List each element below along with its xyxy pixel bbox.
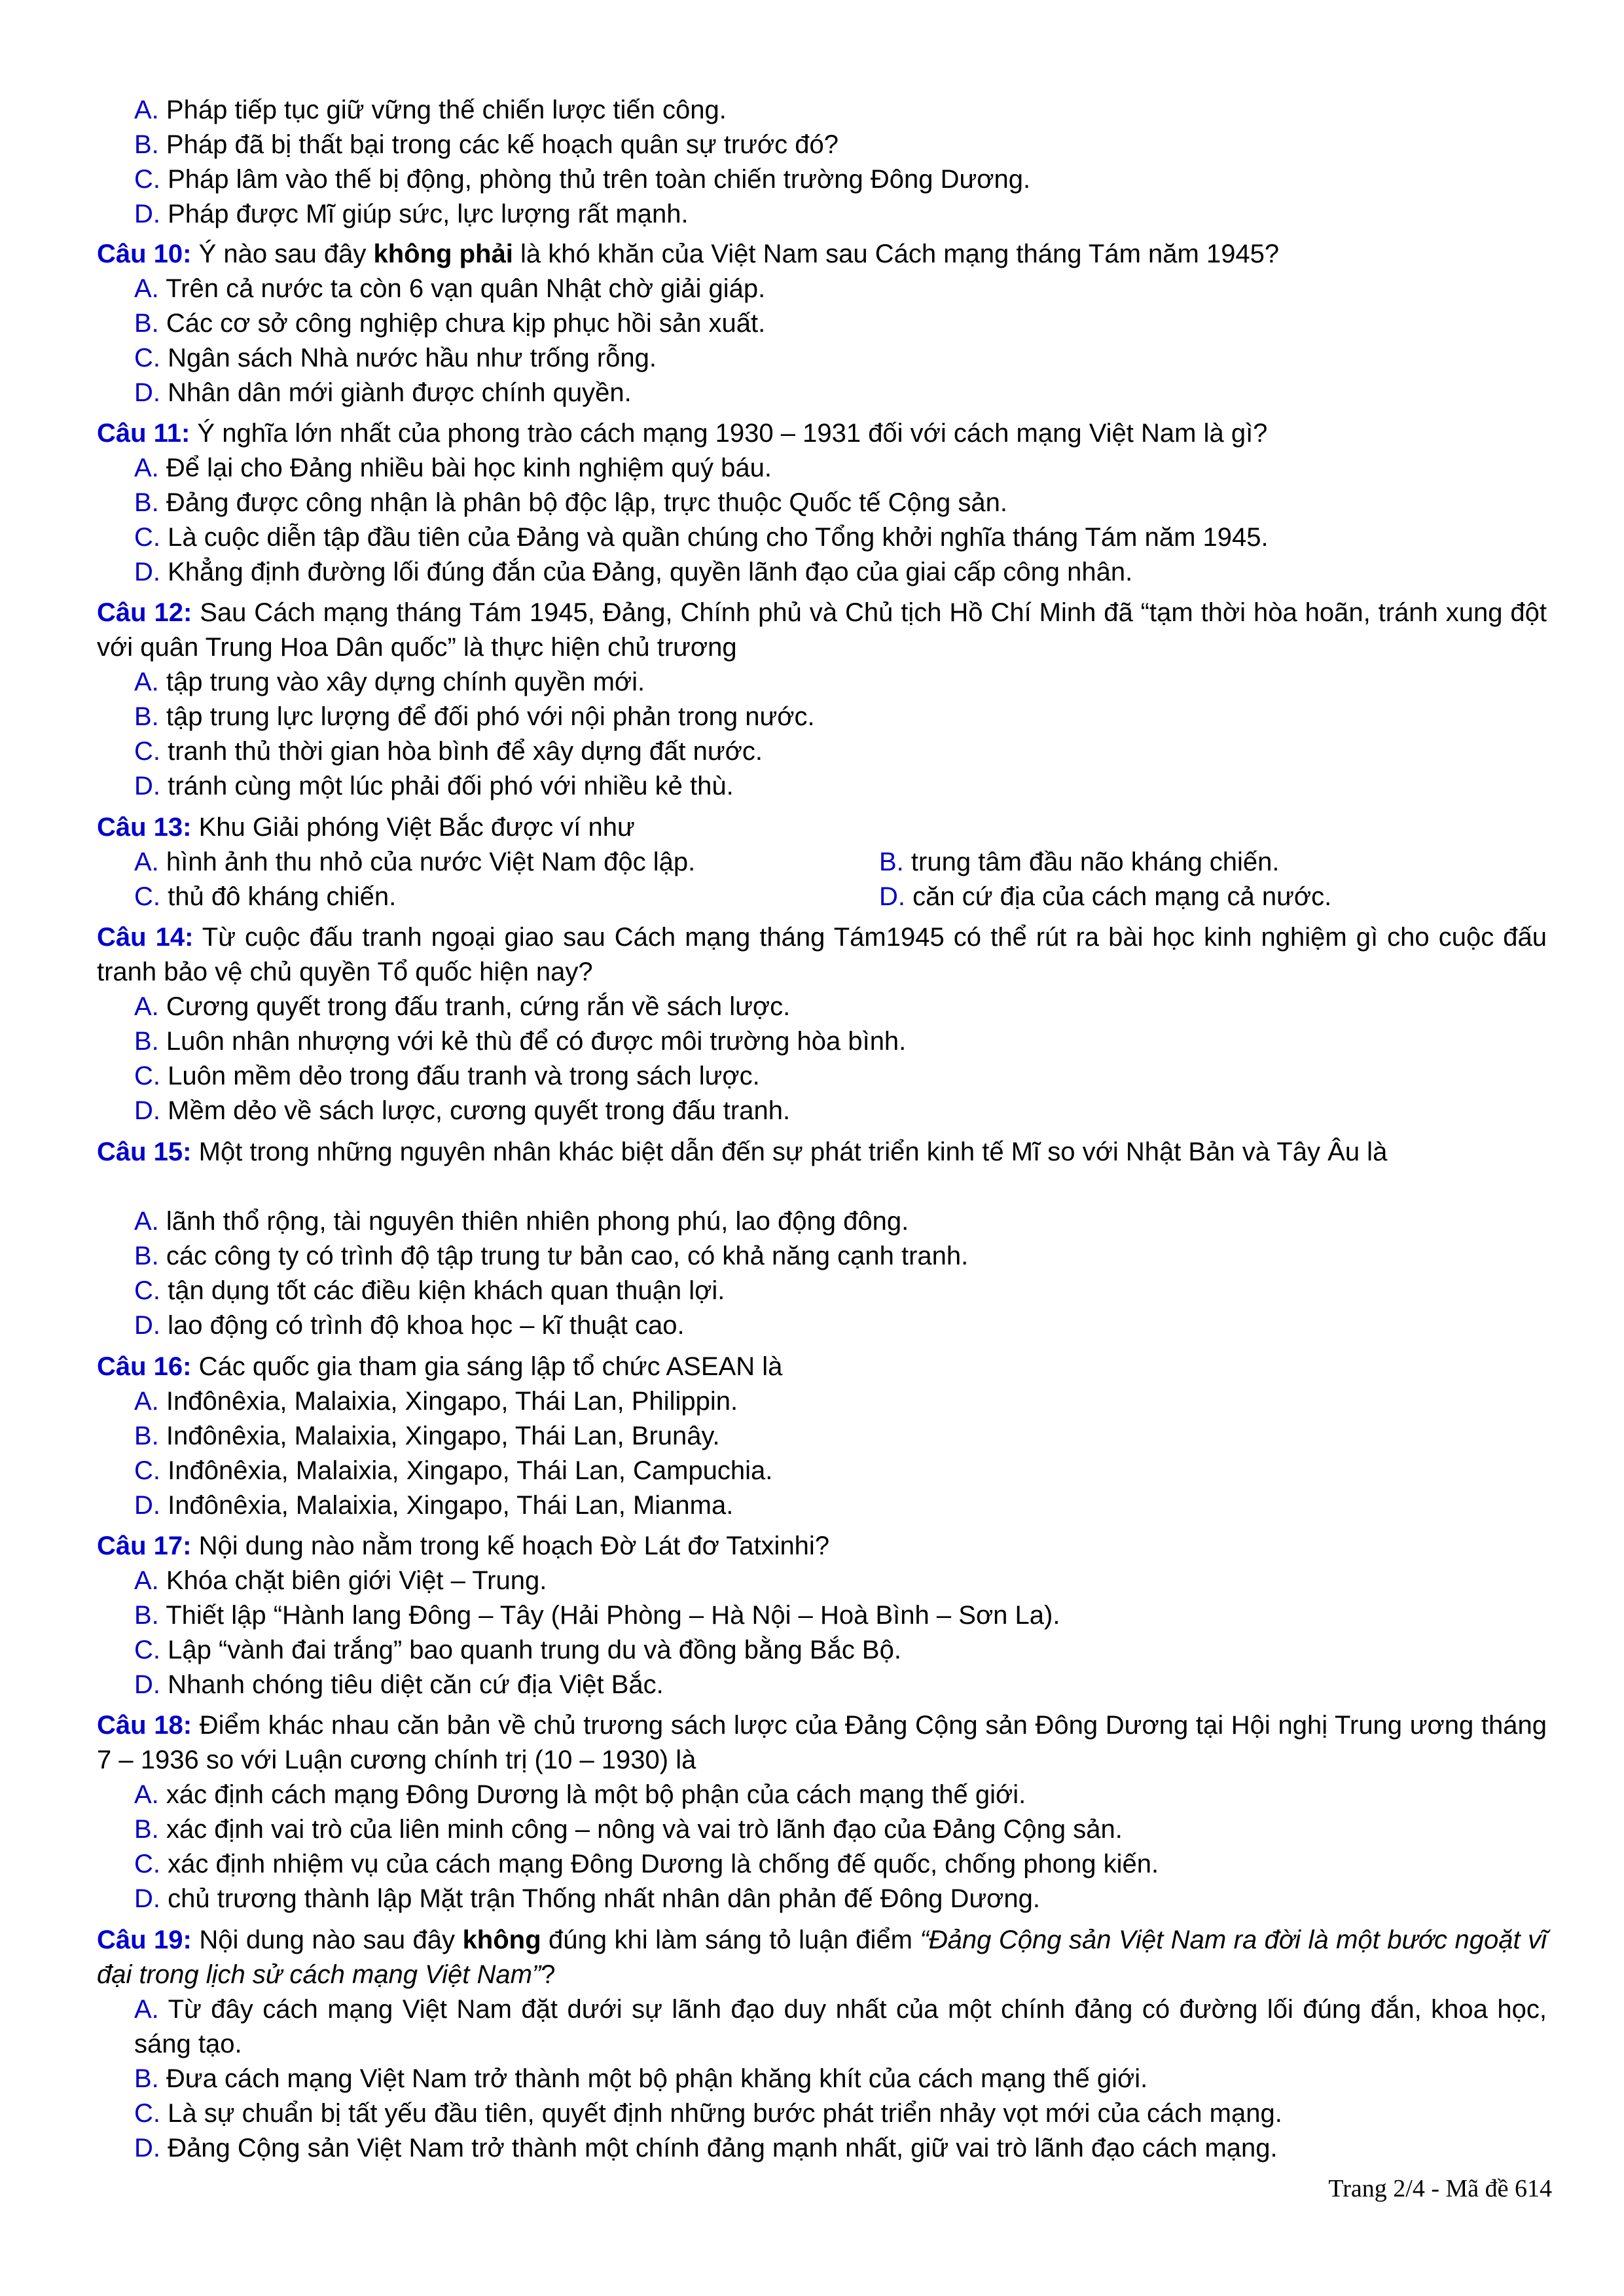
option-label: A.	[134, 1995, 159, 2024]
option-label: C.	[134, 882, 160, 911]
q18-option-b	[134, 1812, 1123, 1846]
q17-option-d	[134, 1668, 664, 1702]
option-label: D.	[879, 882, 905, 911]
q10-option-b	[134, 306, 765, 340]
q19-option-b	[134, 2062, 1147, 2096]
option-label: B.	[134, 1601, 159, 1630]
option-label: C.	[134, 1276, 160, 1305]
option-label: A.	[134, 1387, 159, 1416]
option-text: hình ảnh thu nhỏ của nước Việt Nam độc lập.	[166, 848, 696, 876]
option-text: Đưa cách mạng Việt Nam trở thành một bộ phận khăng khít của cách mạng thế giới.	[166, 2064, 1148, 2093]
option-text: Đảng được công nhận là phân bộ độc lập, trực thuộc Quốc tế Cộng sản.	[166, 488, 1007, 517]
q12-option-c	[134, 734, 763, 768]
q10-stem	[97, 237, 1547, 272]
q12-option-a	[134, 665, 645, 699]
option-text: Là cuộc diễn tập đầu tiên của Đảng và quần chúng cho Tổng khởi nghĩa tháng Tám năm 1945.	[168, 523, 1269, 552]
option-label: A.	[134, 454, 159, 482]
option-text: Nhanh chóng tiêu diệt căn cứ địa Việt Bắc.	[168, 1670, 664, 1699]
option-text: Inđônêxia, Malaixia, Xingapo, Thái Lan, Campuchia.	[168, 1456, 773, 1485]
option-text: Cương quyết trong đấu tranh, cứng rắn về sách lược.	[166, 992, 791, 1021]
question-text: Sau Cách mạng tháng Tám 1945, Đảng, Chính phủ và Chủ tịch Hồ Chí Minh đã “tạm thời hòa hoãn, tránh xung đột với quân Trung Hoa Dân quốc” là thực hiện chủ trương	[97, 598, 1547, 662]
option-label: C.	[134, 2099, 160, 2128]
option-label: B.	[134, 702, 159, 731]
q16-stem	[97, 1350, 1547, 1384]
option-text: trung tâm đầu não kháng chiến.	[911, 848, 1280, 876]
question-label: Câu 10:	[97, 240, 192, 268]
question-text: ?	[541, 1960, 556, 1989]
q11-option-d	[134, 555, 1132, 589]
question-text: Nội dung nào sau đây	[199, 1926, 456, 1954]
option-text: tập trung lực lượng để đối phó với nội phản trong nước.	[166, 702, 815, 731]
option-text: tránh cùng một lúc phải đối phó với nhiều kẻ thù.	[168, 772, 734, 800]
q11-option-b	[134, 486, 1007, 520]
q15-stem	[97, 1135, 1547, 1170]
q18-stem	[97, 1708, 1547, 1778]
q16-option-d	[134, 1488, 733, 1522]
option-label: C.	[134, 1636, 160, 1664]
q10-option-d	[134, 376, 632, 410]
option-text: Đảng Cộng sản Việt Nam trở thành một chính đảng mạnh nhất, giữ vai trò lãnh đạo cách mạng.	[168, 2134, 1278, 2162]
q14-option-a	[134, 990, 790, 1024]
option-text: tận dụng tốt các điều kiện khách quan thuận lợi.	[168, 1276, 725, 1305]
question-text: Các quốc gia tham gia sáng lập tổ chức ASEAN là	[198, 1352, 783, 1381]
q18-option-c	[134, 1847, 1159, 1881]
option-label: A.	[134, 1566, 159, 1595]
option-text: Pháp tiếp tục giữ vững thế chiến lược tiến công.	[166, 96, 727, 124]
q14-option-b	[134, 1024, 906, 1058]
option-text: xác định cách mạng Đông Dương là một bộ phận của cách mạng thế giới.	[166, 1780, 1026, 1809]
option-label: A.	[134, 274, 159, 303]
option-label: A.	[134, 1207, 159, 1236]
option-label: B.	[134, 488, 159, 517]
q10-option-c	[134, 341, 657, 375]
q18-option-a	[134, 1778, 1026, 1812]
option-text: Nhân dân mới giành được chính quyền.	[168, 378, 632, 407]
option-label: B.	[879, 848, 904, 876]
option-text: Thiết lập “Hành lang Đông – Tây (Hải Phòng – Hà Nội – Hoà Bình – Sơn La).	[166, 1601, 1060, 1630]
question-label: Câu 15:	[97, 1138, 192, 1166]
question-emphasis: không	[462, 1926, 541, 1954]
q13-stem	[97, 810, 1547, 845]
option-label: C.	[134, 737, 160, 766]
option-label: C.	[134, 1850, 160, 1878]
question-text: Khu Giải phóng Việt Bắc được ví như	[198, 813, 635, 842]
question-label: Câu 14:	[97, 923, 194, 952]
q17-option-a	[134, 1564, 547, 1598]
option-text: thủ đô kháng chiến.	[168, 882, 397, 911]
option-text: Để lại cho Đảng nhiều bài học kinh nghiệm quý báu.	[166, 454, 772, 482]
option-label: B.	[134, 1027, 159, 1056]
option-label: B.	[134, 130, 159, 159]
option-label: D.	[134, 1884, 160, 1913]
q16-option-b	[134, 1419, 720, 1453]
q17-option-b	[134, 1598, 1060, 1632]
option-text: Ngân sách Nhà nước hầu như trống rỗng.	[168, 344, 657, 372]
question-label: Câu 12:	[97, 598, 192, 627]
q19-option-a	[134, 1992, 1547, 2062]
option-label: D.	[134, 378, 160, 407]
option-text: xác định vai trò của liên minh công – nông và vai trò lãnh đạo của Đảng Cộng sản.	[166, 1815, 1123, 1844]
option-label: D.	[134, 1096, 160, 1125]
option-text: Các cơ sở công nghiệp chưa kịp phục hồi sản xuất.	[166, 309, 766, 338]
option-label: D.	[134, 1670, 160, 1699]
option-label: D.	[134, 772, 160, 800]
q15-option-c	[134, 1274, 725, 1308]
option-label: D.	[134, 200, 160, 228]
q15-option-a	[134, 1204, 909, 1238]
option-label: D.	[134, 1311, 160, 1340]
q9-option-b	[134, 128, 839, 162]
q9-option-a	[134, 93, 727, 127]
q9-option-d	[134, 197, 689, 231]
q12-option-b	[134, 700, 815, 734]
option-text: Lập “vành đai trắng” bao quanh trung du và đồng bằng Bắc Bộ.	[168, 1636, 901, 1664]
q12-stem	[97, 596, 1547, 665]
option-label: C.	[134, 344, 160, 372]
option-text: lãnh thổ rộng, tài nguyên thiên nhiên phong phú, lao động đông.	[166, 1207, 909, 1236]
option-label: B.	[134, 1422, 159, 1450]
q14-option-d	[134, 1094, 790, 1128]
option-text: Pháp đã bị thất bại trong các kế hoạch quân sự trước đó?	[166, 130, 839, 159]
option-label: B.	[134, 1242, 159, 1270]
option-label: B.	[134, 1815, 159, 1844]
option-label: D.	[134, 558, 160, 586]
q11-option-c	[134, 520, 1269, 554]
q18-option-d	[134, 1882, 1040, 1916]
option-text: căn cứ địa của cách mạng cả nước.	[912, 882, 1332, 911]
question-text: Ý nào sau đây	[198, 240, 367, 268]
q16-option-a	[134, 1384, 738, 1418]
q9-option-c	[134, 162, 1030, 196]
q14-stem	[97, 920, 1547, 990]
question-label: Câu 18:	[97, 1711, 192, 1740]
q13-option-a	[134, 845, 695, 879]
option-label: B.	[134, 2064, 159, 2093]
option-label: A.	[134, 668, 159, 696]
question-label: Câu 16:	[97, 1352, 192, 1381]
option-text: tập trung vào xây dựng chính quyền mới.	[166, 668, 645, 696]
option-text: Inđônêxia, Malaixia, Xingapo, Thái Lan, Mianma.	[168, 1491, 734, 1520]
option-text: xác định nhiệm vụ của cách mạng Đông Dương là chống đế quốc, chống phong kiến.	[168, 1850, 1159, 1878]
q16-option-c	[134, 1454, 772, 1488]
option-label: A.	[134, 1780, 159, 1809]
option-text: Trên cả nước ta còn 6 vạn quân Nhật chờ giải giáp.	[166, 274, 766, 303]
option-text: chủ trương thành lập Mặt trận Thống nhất nhân dân phản đế Đông Dương.	[168, 1884, 1040, 1913]
option-label: C.	[134, 1062, 160, 1090]
option-text: Inđônêxia, Malaixia, Xingapo, Thái Lan, Brunây.	[166, 1422, 720, 1450]
q17-option-c	[134, 1633, 901, 1667]
option-text: Luôn nhân nhượng với kẻ thù để có được môi trường hòa bình.	[166, 1027, 907, 1056]
question-label: Câu 13:	[97, 813, 192, 842]
question-label: Câu 11:	[97, 419, 190, 448]
option-text: Pháp được Mĩ giúp sức, lực lượng rất mạnh.	[168, 200, 689, 228]
option-label: D.	[134, 1491, 160, 1520]
question-quote: “Đảng Cộng sản Việt Nam ra đời là một bước ngoặt vĩ đại trong lịch sử cách mạng Việt Nam”	[97, 1926, 1547, 1989]
option-text: lao động có trình độ khoa học – kĩ thuật cao.	[168, 1311, 685, 1340]
q10-option-a	[134, 272, 765, 306]
q11-stem	[97, 416, 1547, 451]
q19-stem	[97, 1923, 1547, 1992]
q13-option-d	[879, 880, 1331, 914]
q13-option-b	[879, 845, 1280, 879]
q19-option-d	[134, 2131, 1278, 2165]
option-label: C.	[134, 523, 160, 552]
q15-option-d	[134, 1308, 685, 1342]
question-text: là khó khăn của Việt Nam sau Cách mạng tháng Tám năm 1945?	[520, 240, 1280, 268]
option-text: Là sự chuẩn bị tất yếu đầu tiên, quyết định những bước phát triển nhảy vọt mới của cách mạng.	[168, 2099, 1282, 2128]
option-text: Từ đây cách mạng Việt Nam đặt dưới sự lãnh đạo duy nhất của một chính đảng có đường lối đúng đắn, khoa học, sáng tạo.	[134, 1995, 1547, 2058]
question-text: Ý nghĩa lớn nhất của phong trào cách mạng 1930 – 1931 đối với cách mạng Việt Nam là gì?	[197, 419, 1268, 448]
option-label: A.	[134, 96, 159, 124]
question-text: Điểm khác nhau căn bản về chủ trương sách lược của Đảng Cộng sản Đông Dương tại Hội nghị Trung ương tháng 7 – 1936 so với Luận cương chính trị (10 – 1930) là	[97, 1711, 1547, 1774]
option-text: tranh thủ thời gian hòa bình để xây dựng đất nước.	[168, 737, 763, 766]
question-text: Một trong những nguyên nhân khác biệt dẫn đến sự phát triển kinh tế Mĩ so với Nhật Bản và Tây Âu là	[198, 1138, 1388, 1166]
question-text: Từ cuộc đấu tranh ngoại giao sau Cách mạng tháng Tám1945 có thể rút ra bài học kinh nghiệm gì cho cuộc đấu tranh bảo vệ chủ quyền Tổ quốc hiện nay?	[97, 923, 1547, 986]
question-emphasis: không phải	[373, 240, 513, 268]
q17-stem	[97, 1529, 1547, 1564]
question-text: Nội dung nào nằm trong kế hoạch Đờ Lát đơ Tatxinhi?	[198, 1532, 830, 1560]
option-label: A.	[134, 992, 159, 1021]
question-label: Câu 19:	[97, 1926, 192, 1954]
option-label: C.	[134, 165, 160, 194]
option-text: Mềm dẻo về sách lược, cương quyết trong đấu tranh.	[168, 1096, 791, 1125]
option-label: A.	[134, 848, 159, 876]
q14-option-c	[134, 1059, 760, 1093]
q19-option-c	[134, 2096, 1282, 2130]
question-text: đúng khi làm sáng tỏ luận điểm	[549, 1926, 912, 1954]
q13-option-c	[134, 880, 396, 914]
q11-option-a	[134, 451, 772, 485]
option-text: Pháp lâm vào thế bị động, phòng thủ trên toàn chiến trường Đông Dương.	[168, 165, 1031, 194]
option-text: Luôn mềm dẻo trong đấu tranh và trong sách lược.	[168, 1062, 760, 1090]
option-label: C.	[134, 1456, 160, 1485]
option-label: B.	[134, 309, 159, 338]
q12-option-d	[134, 769, 734, 803]
option-text: các công ty có trình độ tập trung tư bản cao, có khả năng cạnh tranh.	[166, 1242, 969, 1270]
option-text: Khóa chặt biên giới Việt – Trung.	[166, 1566, 547, 1595]
option-label: D.	[134, 2134, 160, 2162]
option-text: Inđônêxia, Malaixia, Xingapo, Thái Lan, Philippin.	[166, 1387, 738, 1416]
option-text: Khẳng định đường lối đúng đắn của Đảng, quyền lãnh đạo của giai cấp công nhân.	[168, 558, 1133, 586]
question-label: Câu 17:	[97, 1532, 192, 1560]
q15-option-b	[134, 1239, 968, 1273]
page-footer: Trang 2/4 - Mã đề 614	[1328, 2175, 1552, 2202]
